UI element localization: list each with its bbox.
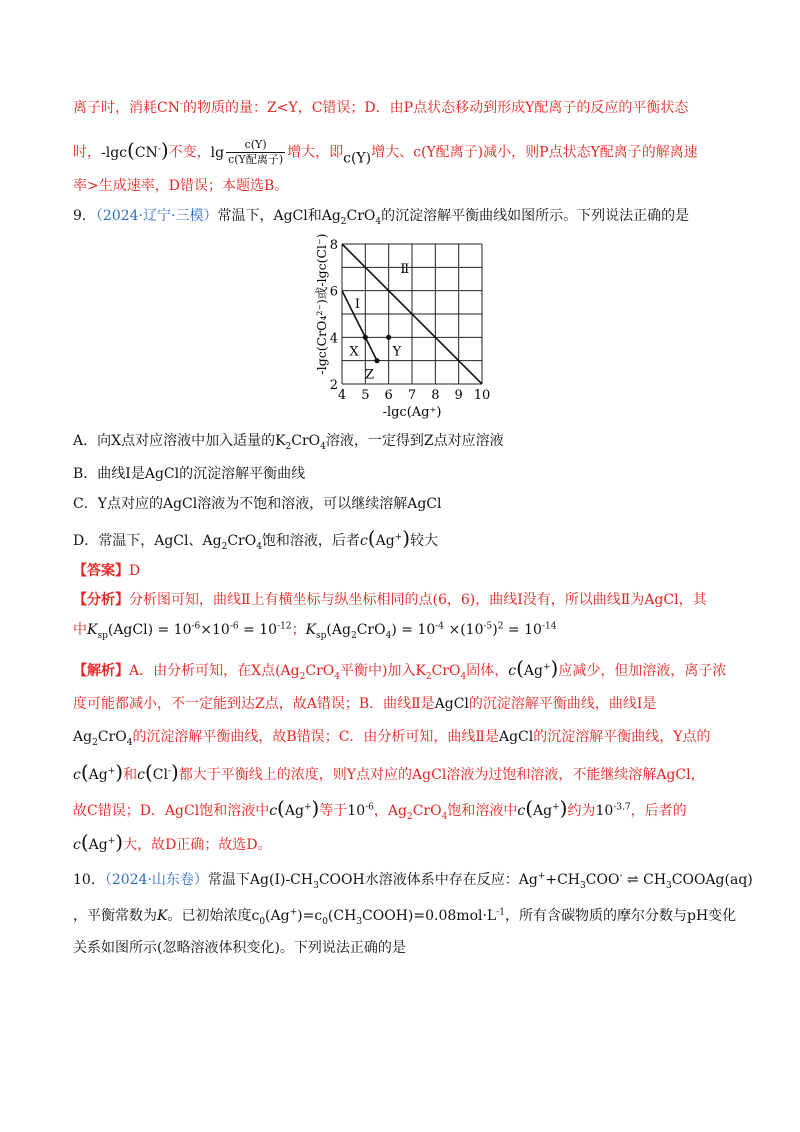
- option-a: A．向X点对应溶液中加入适量的$K_2CrO_4$溶液，一定得到Z点对应溶液: [73, 433, 504, 452]
- option-c: C．Y点对应的AgCl溶液为不饱和溶液，可以继续溶解AgCl: [73, 496, 442, 512]
- prev-solution-line-2: 时，-lgc(CN-)不变，lg $\frac{c(Y)}{\text{c(Y配离子)}}$ 增大，即c(Y)增大、c(Y配离子)减小，则P点状态Y配离子的解离速: [73, 137, 698, 167]
- option-b: B．曲线Ⅰ是AgCl的沉淀溶解平衡曲线: [73, 466, 306, 482]
- q10-line-2: ，平衡常数为K。已初始浓度$c_0(Ag^+)=c_0(CH_3COOH)=0.08mol\cdot L^{-1}$，所有含碳物质的摩尔分数与pH变化: [73, 907, 737, 927]
- point-x: [363, 335, 368, 340]
- x-tick-label: 5: [361, 388, 370, 403]
- q10-line-1: 10．（2024·山东卷）常温下$Ag(Ⅰ)-CH_3COOH$水溶液体系中存在反应：$Ag^++CH_3COO^-$ ⇌ $CH_3COOAg(aq)$: [73, 871, 753, 891]
- analysis-line-1: 【分析】分析图可知，曲线Ⅱ上有横坐标与纵坐标相同的点(6，6)，曲线Ⅰ没有，所以曲线Ⅱ为AgCl，其: [73, 592, 707, 608]
- x-tick-label: 10: [473, 388, 491, 403]
- prev-solution-line-1: 离子时，消耗CN-的物质的量：Z<Y，C错误；D．由P点状态移动到形成Y配离子的反应的平衡状态: [73, 99, 689, 116]
- y-tick-label: 2: [329, 378, 338, 393]
- explain-line-2: 度可能都减小，不一定能到达Z点，故A错误；B．曲线Ⅱ是AgCl的沉淀溶解平衡曲线，曲线Ⅰ是: [73, 696, 657, 712]
- chart-points: [349, 335, 401, 383]
- explain-line-3: $Ag_2CrO_4$的沉淀溶解平衡曲线，故B错误；C．由分析可知，曲线Ⅱ是AgCl的沉淀溶解平衡曲线，Y点的: [73, 729, 711, 748]
- y-axis-label: -lgc(CrO₄²⁻)或-lgc(Cl⁻): [314, 233, 329, 375]
- x-tick-label: 9: [454, 388, 463, 403]
- curve-label: Ⅰ: [354, 297, 360, 313]
- prev-solution-line-3: 率>生成速率，D错误；本题选B。: [73, 178, 289, 194]
- answer-line: 【答案】D: [73, 563, 141, 579]
- q10-line-3: 关系如图所示(忽略溶液体积变化)。下列说法正确的是: [73, 940, 406, 956]
- point-label: X: [349, 344, 359, 360]
- option-d: D．常温下，AgCl、$Ag_2CrO_4$饱和溶液，后者c(Ag+)较大: [73, 526, 439, 552]
- point-label: Y: [392, 344, 402, 360]
- explain-line-4: c(Ag+)和c(Cl-)都大于平衡线上的浓度，则Y点对应的AgCl溶液为过饱和溶液，不能继续溶解AgCl，: [73, 760, 705, 784]
- analysis-line-2: 中$K_{sp}(AgCl) = 10^{-6}\times 10^{-6} = 10^{-12}$；$K_{sp}(Ag_2CrO_4) = 10^{-4} \times(10^{-5})^2 = 10^{-14}$: [73, 621, 557, 641]
- y-tick-label: 6: [329, 284, 338, 300]
- point-z: [374, 358, 379, 363]
- x-tick-label: 7: [407, 388, 417, 403]
- chart-ticks: [330, 238, 491, 403]
- point-y: [386, 335, 391, 340]
- y-tick-label: 4: [329, 331, 338, 347]
- x-tick-label: 4: [337, 388, 347, 403]
- curve-label: Ⅱ: [400, 262, 410, 278]
- fraction: $\frac{c(Y)}{\text{c(Y配离子)}}$: [228, 138, 284, 166]
- explain-line-6: c(Ag+)大，故D正确；故选D。: [73, 830, 272, 854]
- x-axis-label: -lgc(Ag⁺): [382, 405, 442, 420]
- x-tick-label: 6: [384, 388, 393, 403]
- explain-line-1: 【解析】A．由分析可知，在X点($Ag_2CrO_4$平衡中)加入$K_2CrO_4$固体，c(Ag+)应减少，但加溶液，离子浓: [73, 656, 727, 682]
- y-tick-label: 8: [329, 238, 338, 253]
- x-tick-label: 8: [431, 388, 440, 403]
- explain-line-5: 故C错误；D．AgCl饱和溶液中c(Ag+)等于$10^{-6}$，$Ag_2CrO_4$饱和溶液中c(Ag+)约为$10^{-3.7}$，后者的: [73, 796, 687, 822]
- solubility-chart: [310, 232, 500, 422]
- q9-stem: 9．（2024·辽宁·三模）常温下，AgCl和$Ag_2CrO_4$的沉淀溶解平衡曲线如图所示。下列说法正确的是: [73, 208, 690, 227]
- point-label: Z: [365, 367, 375, 383]
